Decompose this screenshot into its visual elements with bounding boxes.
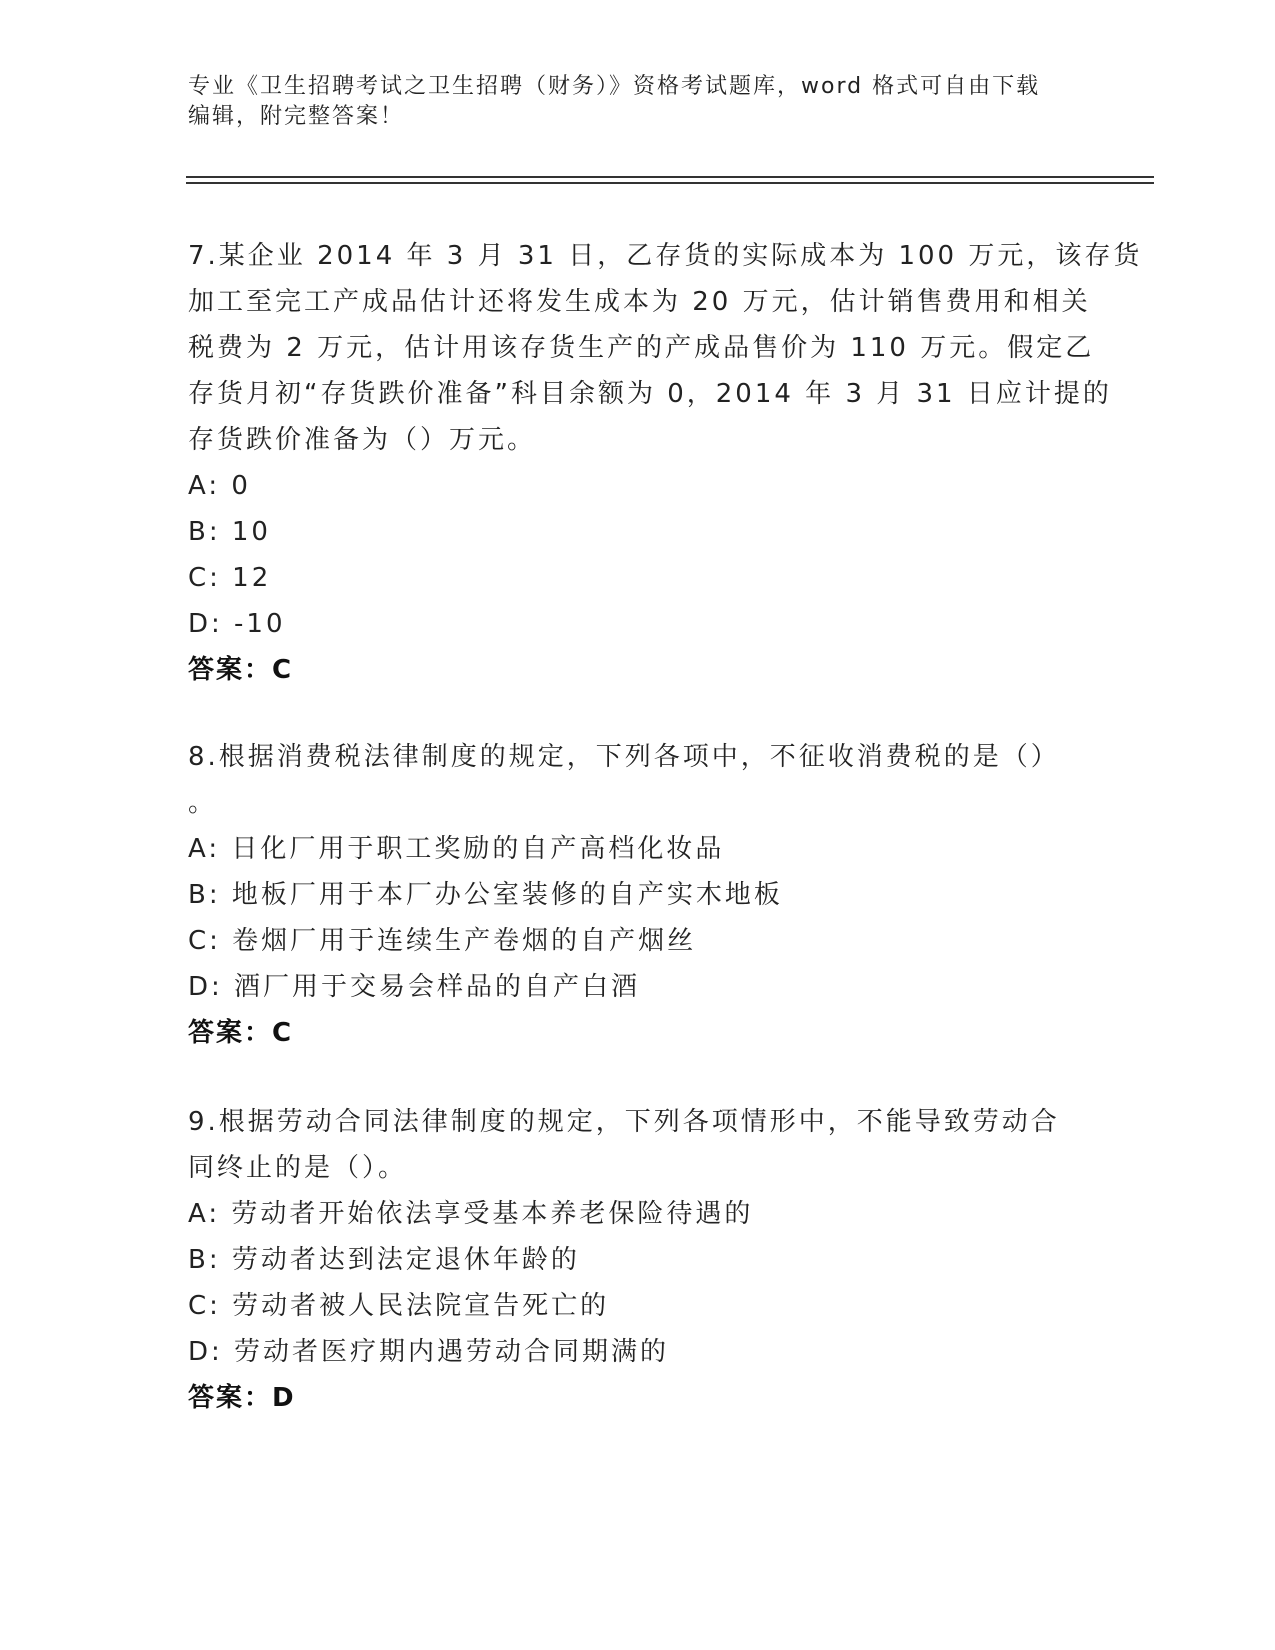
option-b: B: 10 <box>188 517 271 547</box>
option-a: A: 0 <box>188 471 251 501</box>
question-text-line: 8.根据消费税法律制度的规定，下列各项中，不征收消费税的是（） <box>188 742 1060 772</box>
option-a: A: 日化厂用于职工奖励的自产高档化妆品 <box>188 834 725 864</box>
header-line: 编辑，附完整答案！ <box>188 104 405 129</box>
option-b: B: 地板厂用于本厂办公室装修的自产实木地板 <box>188 880 783 910</box>
option-c: C: 卷烟厂用于连续生产卷烟的自产烟丝 <box>188 926 697 956</box>
question-text-line: 同终止的是（）。 <box>188 1153 408 1183</box>
answer-label: 答案：C <box>188 655 294 685</box>
header-divider <box>186 176 1154 178</box>
option-d: D: 劳动者医疗期内遇劳动合同期满的 <box>188 1337 670 1367</box>
question-text-line: 。 <box>188 788 218 818</box>
header-line: 专业《卫生招聘考试之卫生招聘（财务）》资格考试题库，word 格式可自由下载 <box>188 74 1041 99</box>
document-header <box>188 72 1068 132</box>
option-a: A: 劳动者开始依法享受基本养老保险待遇的 <box>188 1199 754 1229</box>
option-d: D: -10 <box>188 609 286 639</box>
option-b: B: 劳动者达到法定退休年龄的 <box>188 1245 580 1275</box>
header-divider <box>186 182 1154 184</box>
option-c: C: 劳动者被人民法院宣告死亡的 <box>188 1291 610 1321</box>
question-7 <box>188 233 1143 693</box>
question-text-line: 存货跌价准备为（）万元。 <box>188 425 537 455</box>
question-text-line: 税费为 2 万元，估计用该存货生产的产成品售价为 110 万元。假定乙 <box>188 333 1095 363</box>
question-8 <box>188 734 1088 1056</box>
answer-label: 答案：D <box>188 1383 296 1413</box>
answer-label: 答案：C <box>188 1018 294 1048</box>
question-9 <box>188 1099 1088 1421</box>
question-text-line: 加工至完工产成品估计还将发生成本为 20 万元，估计销售费用和相关 <box>188 287 1091 317</box>
question-text-line: 7.某企业 2014 年 3 月 31 日，乙存货的实际成本为 100 万元，该存货 <box>188 241 1143 271</box>
option-d: D: 酒厂用于交易会样品的自产白酒 <box>188 972 641 1002</box>
option-c: C: 12 <box>188 563 272 593</box>
question-text-line: 存货月初“存货跌价准备”科目余额为 0，2014 年 3 月 31 日应计提的 <box>188 379 1112 409</box>
question-text-line: 9.根据劳动合同法律制度的规定，下列各项情形中，不能导致劳动合 <box>188 1107 1060 1137</box>
